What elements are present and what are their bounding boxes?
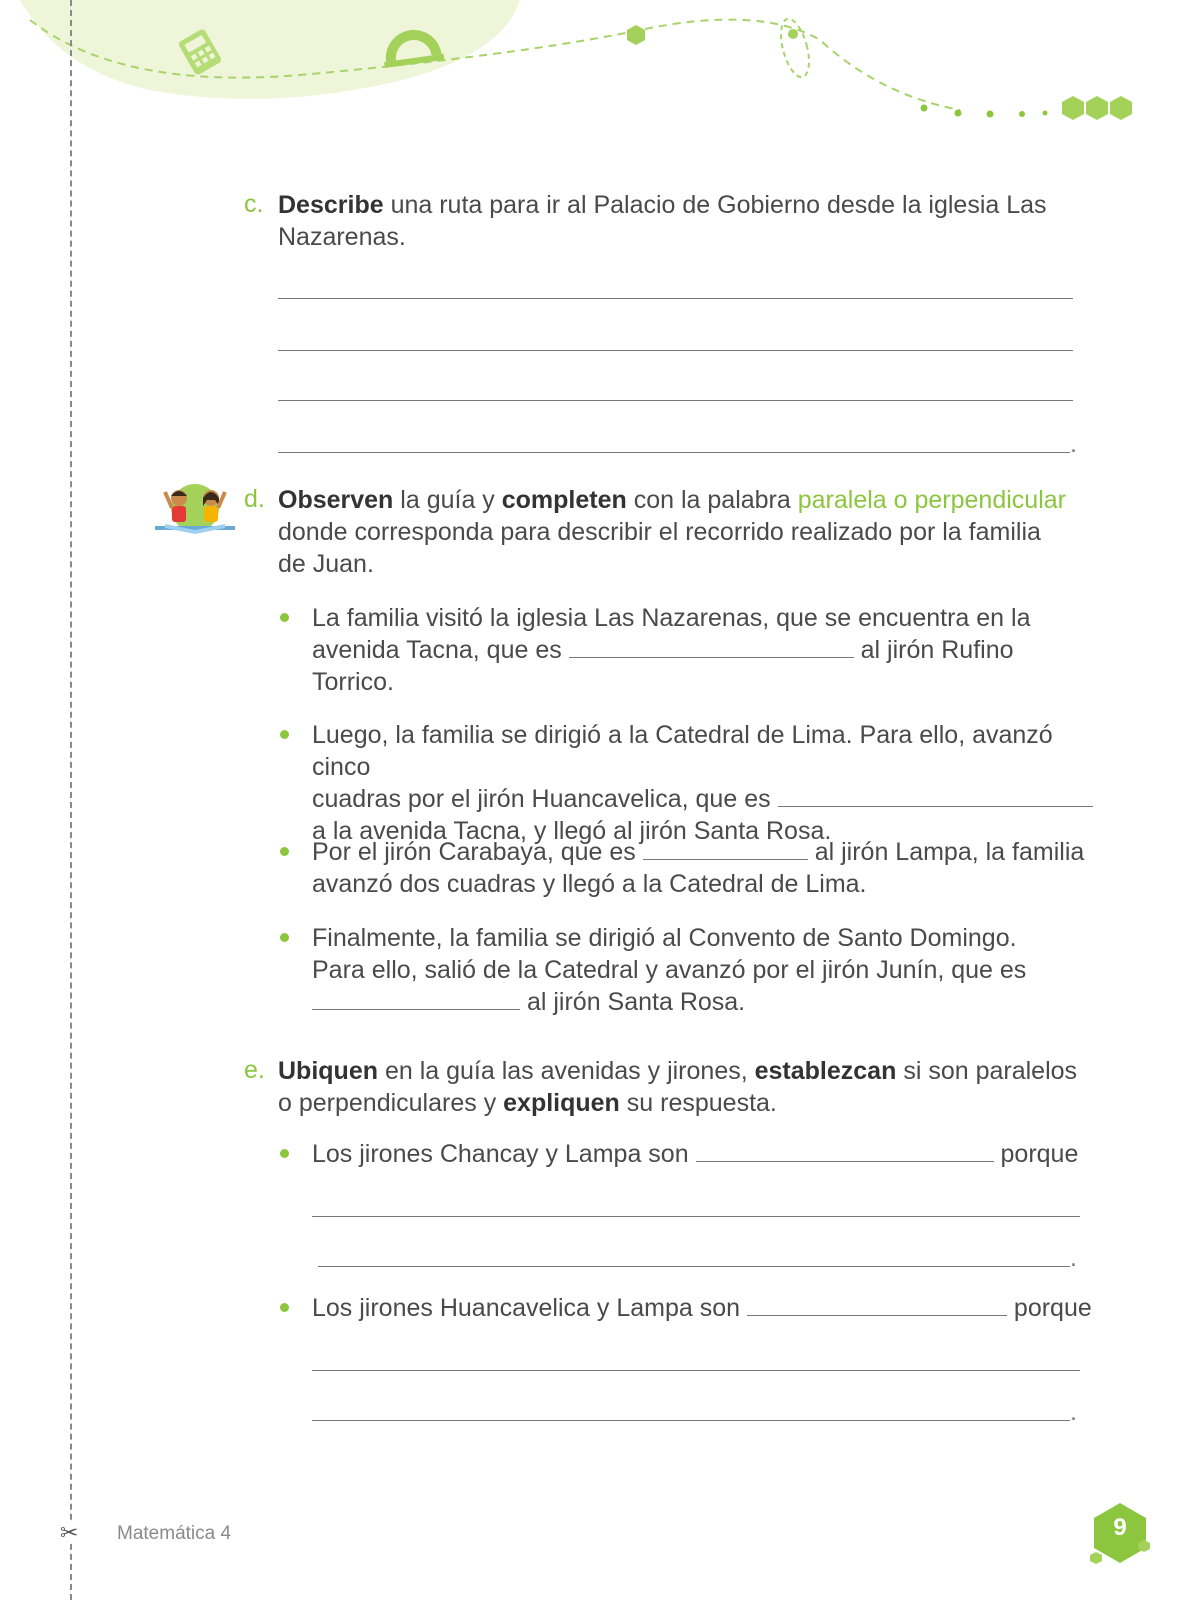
bullet-d1-text-3: al jirón Rufino [860,636,1014,664]
bullet-icon [280,613,289,622]
answer-line[interactable] [278,400,1073,401]
item-c-text-2: Nazarenas. [278,223,406,251]
item-d-text-1: la guía y [393,486,502,514]
answer-line[interactable] [312,1370,1080,1371]
fill-blank[interactable] [569,635,854,658]
bullet-d2 [312,719,1102,847]
bullet-d4-text-1: Finalmente, la familia se dirigió al Convento de Santo Domingo. [312,924,1017,952]
item-d-highlight: paralela o perpendicular [797,486,1066,514]
bullet-e1-text-2: porque [1000,1140,1079,1168]
bullet-d4-text-3: al jirón Santa Rosa. [526,988,746,1016]
bullet-e2-text-1: Los jirones Huancavelica y Lampa son [312,1294,741,1322]
answer-line[interactable] [312,1420,1070,1421]
cube-row-icon [1062,96,1132,120]
bullet-d3-text-2: al jirón Lampa, la familia [814,838,1085,866]
item-e-verb-1: Ubiquen [278,1057,378,1085]
item-e-text-2: si son paralelos [896,1057,1078,1085]
bullet-d2-text-1: Luego, la familia se dirigió a la Catedral de Lima. Para ello, avanzó cinco [312,721,1053,781]
fill-blank[interactable] [696,1139,994,1162]
item-d-text-3: donde corresponda para describir el recorrido realizado por la familia [278,518,1041,546]
period-mark: . [1070,430,1077,458]
page-number: 9 [1113,1514,1127,1541]
item-c-verb: Describe [278,191,384,219]
item-d-text-4: de Juan. [278,550,374,578]
item-d-text-2: con la palabra [626,486,798,514]
item-d-letter: d. [244,485,265,513]
kids-reading-icon [155,480,235,542]
answer-line[interactable] [278,298,1073,299]
bullet-d3-text-3: avanzó dos cuadras y llegó a la Catedral de Lima. [312,870,867,898]
bullet-d3-text-1: Por el jirón Carabaya, que es [312,838,636,866]
header-decoration [0,0,1193,130]
cube-icon [627,25,645,45]
bullet-e2 [312,1292,1102,1324]
fill-blank[interactable] [747,1293,1007,1316]
answer-line[interactable] [318,1266,1070,1267]
bullet-icon [280,1149,289,1158]
item-e-verb-3: expliquen [503,1089,620,1117]
scissors-icon: ✂ [60,1520,79,1545]
item-d-verb-1: Observen [278,486,394,514]
fill-blank[interactable] [312,987,520,1010]
bullet-d4-text-2: Para ello, salió de la Catedral y avanzó por el jirón Junín, que es [312,956,1027,984]
item-d-prompt [278,484,1098,580]
answer-line[interactable] [312,1216,1080,1217]
bullet-d2-text-3: a la avenida Tacna, y llegó al jirón Santa Rosa. [312,817,832,845]
bullet-icon [280,933,289,942]
answer-line[interactable] [278,350,1073,351]
bullet-d1-text-2: avenida Tacna, que es [312,636,562,664]
fill-blank[interactable] [778,784,1093,807]
bullet-d3 [312,836,1092,900]
cut-line [70,0,72,1600]
item-e-text-1: en la guía las avenidas y jirones, [378,1057,755,1085]
bullet-d1-text-1: La familia visitó la iglesia Las Nazarenas, que se encuentra en la [312,604,1031,632]
bullet-d4 [312,922,1092,1018]
item-c-text-1: una ruta para ir al Palacio de Gobierno desde la iglesia Las [383,191,1047,219]
fill-blank[interactable] [643,837,808,860]
bullet-icon [280,730,289,739]
bullet-e2-text-2: porque [1013,1294,1092,1322]
period-mark: . [1070,1244,1077,1272]
period-mark: . [1070,1398,1077,1426]
item-e-text-4: su respuesta. [619,1089,777,1117]
item-d-verb-2: completen [501,486,627,514]
bullet-e1 [312,1138,1092,1170]
bullet-icon [280,847,289,856]
bullet-d1-text-4: Torrico. [312,668,394,696]
answer-line[interactable] [278,452,1070,453]
bullet-e1-text-1: Los jirones Chancay y Lampa son [312,1140,689,1168]
item-e-verb-2: establezcan [754,1057,897,1085]
bullet-d2-text-2: cuadras por el jirón Huancavelica, que es [312,785,771,813]
item-c-prompt [278,189,1078,253]
item-e-text-3: o perpendiculares y [278,1089,504,1117]
bullet-d1 [312,602,1092,698]
item-c-letter: c. [244,190,264,218]
item-e-letter: e. [244,1056,265,1084]
bullet-icon [280,1303,289,1312]
item-e-prompt [278,1055,1098,1119]
footer-book-title: Matemática 4 [117,1523,232,1544]
